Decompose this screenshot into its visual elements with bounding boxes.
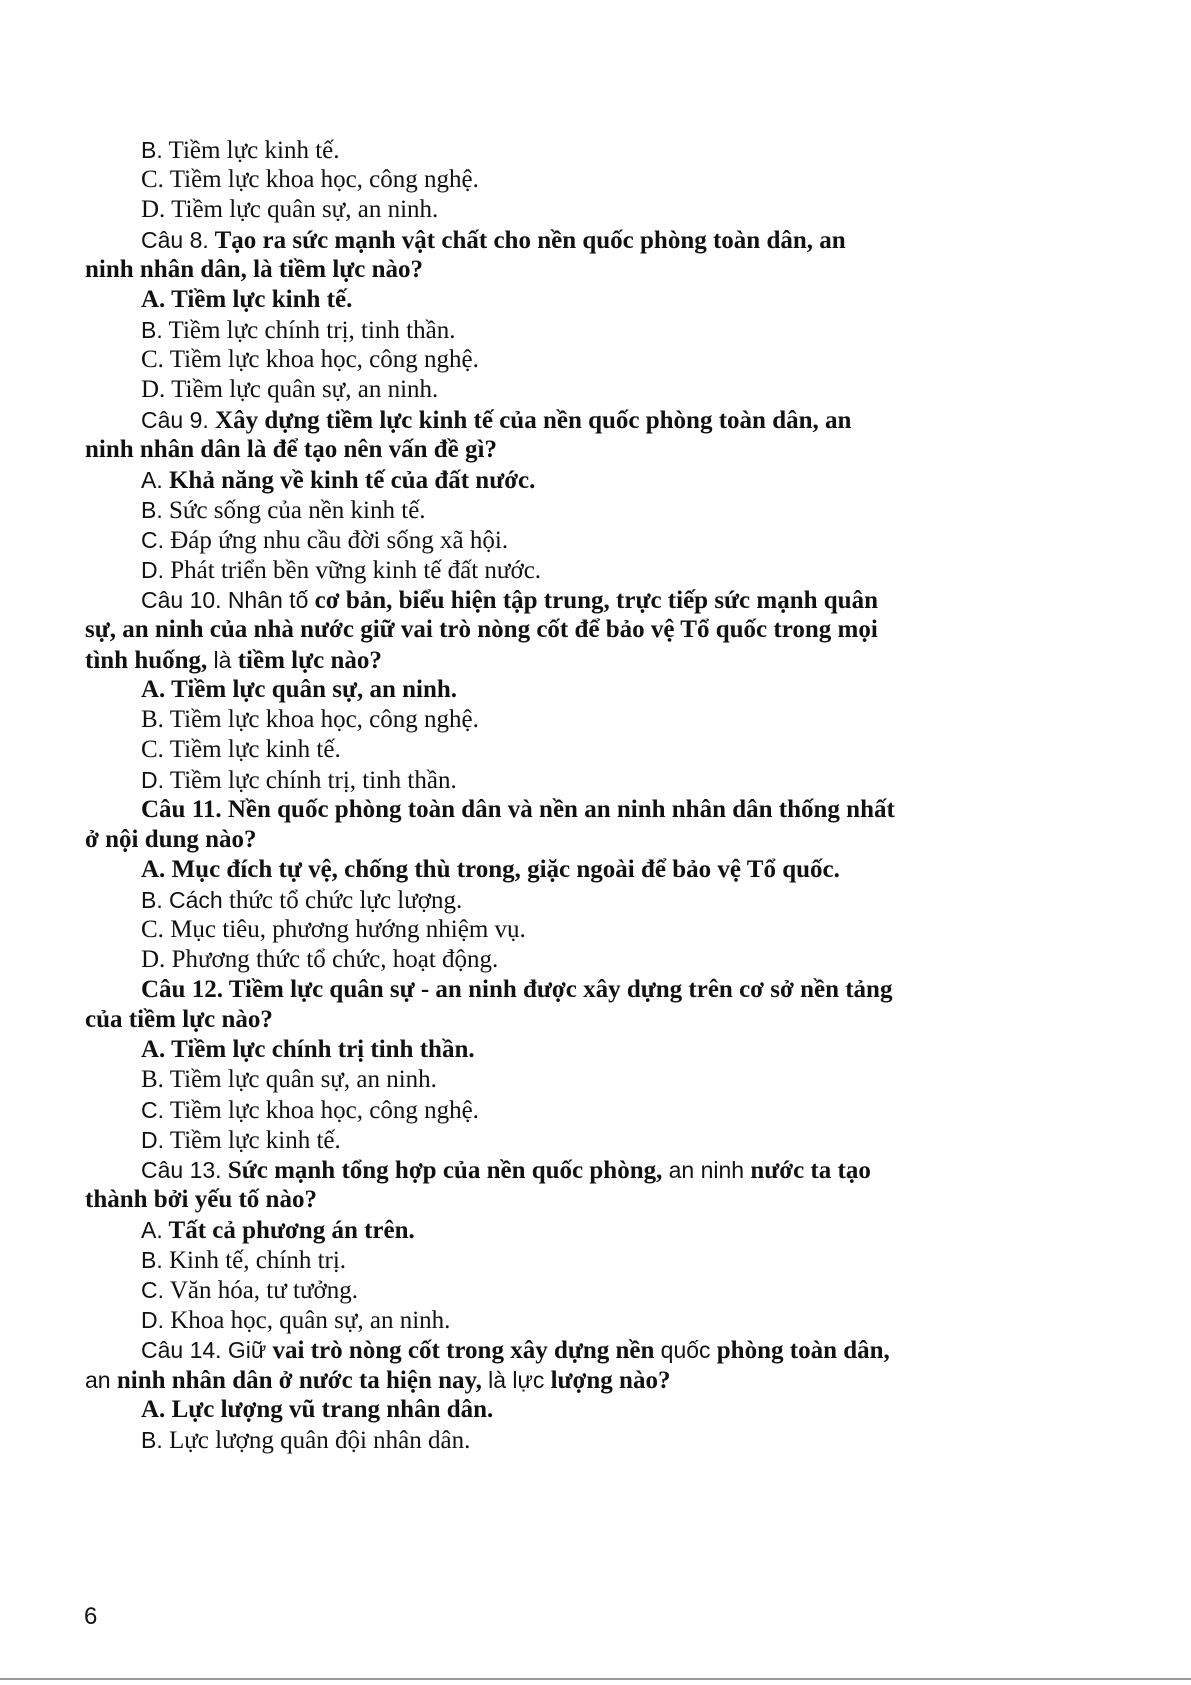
q12-option-a: A. Tiềm lực chính trị tinh thần. (141, 1036, 475, 1063)
q11-stem-line1: Câu 11. Nền quốc phòng toàn dân và nền an ninh nhân dân thống nhất (141, 796, 895, 823)
q8-option-c: C. Tiềm lực khoa học, công nghệ. (141, 346, 479, 373)
q7-option-b: B. Tiềm lực kinh tế. (141, 137, 340, 164)
q12-stem-line2: của tiềm lực nào? (85, 1006, 273, 1033)
q9-option-a: A. Khả năng về kinh tế của đất nước. (141, 467, 536, 494)
q11-stem-line2: ở nội dung nào? (85, 826, 257, 853)
q8-option-a: A. Tiềm lực kinh tế. (141, 286, 353, 313)
q8-option-d: D. Tiềm lực quân sự, an ninh. (141, 376, 439, 403)
q10-stem-line3: tình huống, là tiềm lực nào? (85, 647, 382, 674)
q12-option-c: C. Tiềm lực khoa học, công nghệ. (141, 1097, 479, 1124)
q8-option-b: B. Tiềm lực chính trị, tinh thần. (141, 317, 456, 344)
q12-stem-line1: Câu 12. Tiềm lực quân sự - an ninh được xây dựng trên cơ sở nền tảng (141, 976, 893, 1003)
q11-option-c: C. Mục tiêu, phương hướng nhiệm vụ. (141, 916, 526, 943)
q13-option-a: A. Tất cả phương án trên. (141, 1217, 415, 1244)
q13-option-b: B. Kinh tế, chính trị. (141, 1247, 347, 1274)
q11-option-a: A. Mục đích tự vệ, chống thù trong, giặc ngoài để bảo vệ Tổ quốc. (141, 856, 840, 883)
q13-stem-line1: Câu 13. Sức mạnh tổng hợp của nền quốc phòng, an ninh nước ta tạo (141, 1157, 871, 1184)
q7-option-d: D. Tiềm lực quân sự, an ninh. (141, 196, 439, 223)
q14-option-b: B. Lực lượng quân đội nhân dân. (141, 1427, 471, 1454)
page-number: 6 (84, 1603, 98, 1630)
q10-option-d: D. Tiềm lực chính trị, tinh thần. (141, 767, 457, 794)
q7-option-c: C. Tiềm lực khoa học, công nghệ. (141, 166, 479, 193)
q13-stem-line2: thành bởi yếu tố nào? (85, 1186, 317, 1213)
q14-stem-line2: an ninh nhân dân ở nước ta hiện nay, là lực lượng nào? (85, 1367, 671, 1394)
bottom-edge-rule (0, 1678, 1191, 1680)
q10-option-a: A. Tiềm lực quân sự, an ninh. (141, 676, 458, 703)
q12-option-d: D. Tiềm lực kinh tế. (141, 1127, 341, 1154)
q11-option-b: B. Cách thức tổ chức lực lượng. (141, 887, 463, 914)
q13-option-c: C. Văn hóa, tư tưởng. (141, 1277, 359, 1304)
q13-option-d: D. Khoa học, quân sự, an ninh. (141, 1307, 451, 1334)
q8-stem-line2: ninh nhân dân, là tiềm lực nào? (85, 256, 424, 283)
q11-option-d: D. Phương thức tổ chức, hoạt động. (141, 946, 499, 973)
q10-stem-line2: sự, an ninh của nhà nước giữ vai trò nòng cốt để bảo vệ Tổ quốc trong mọi (85, 616, 878, 643)
q9-option-c: C. Đáp ứng nhu cầu đời sống xã hội. (141, 527, 509, 554)
q10-option-b: B. Tiềm lực khoa học, công nghệ. (141, 706, 479, 733)
q8-stem-line1: Câu 8. Tạo ra sức mạnh vật chất cho nền quốc phòng toàn dân, an (141, 227, 846, 254)
q12-option-b: B. Tiềm lực quân sự, an ninh. (141, 1066, 437, 1093)
q9-stem-line1: Câu 9. Xây dựng tiềm lực kinh tế của nền quốc phòng toàn dân, an (141, 407, 852, 434)
q10-option-c: C. Tiềm lực kinh tế. (141, 736, 341, 763)
q9-stem-line2: ninh nhân dân là để tạo nên vấn đề gì? (85, 436, 497, 463)
q9-option-b: B. Sức sống của nền kinh tế. (141, 497, 426, 524)
q9-option-d: D. Phát triển bền vững kinh tế đất nước. (141, 557, 542, 584)
q10-stem-line1: Câu 10. Nhân tố cơ bản, biểu hiện tập trung, trực tiếp sức mạnh quân (141, 587, 878, 614)
q14-option-a: A. Lực lượng vũ trang nhân dân. (141, 1396, 494, 1423)
q14-stem-line1: Câu 14. Giữ vai trò nòng cốt trong xây dựng nền quốc phòng toàn dân, (141, 1337, 890, 1364)
